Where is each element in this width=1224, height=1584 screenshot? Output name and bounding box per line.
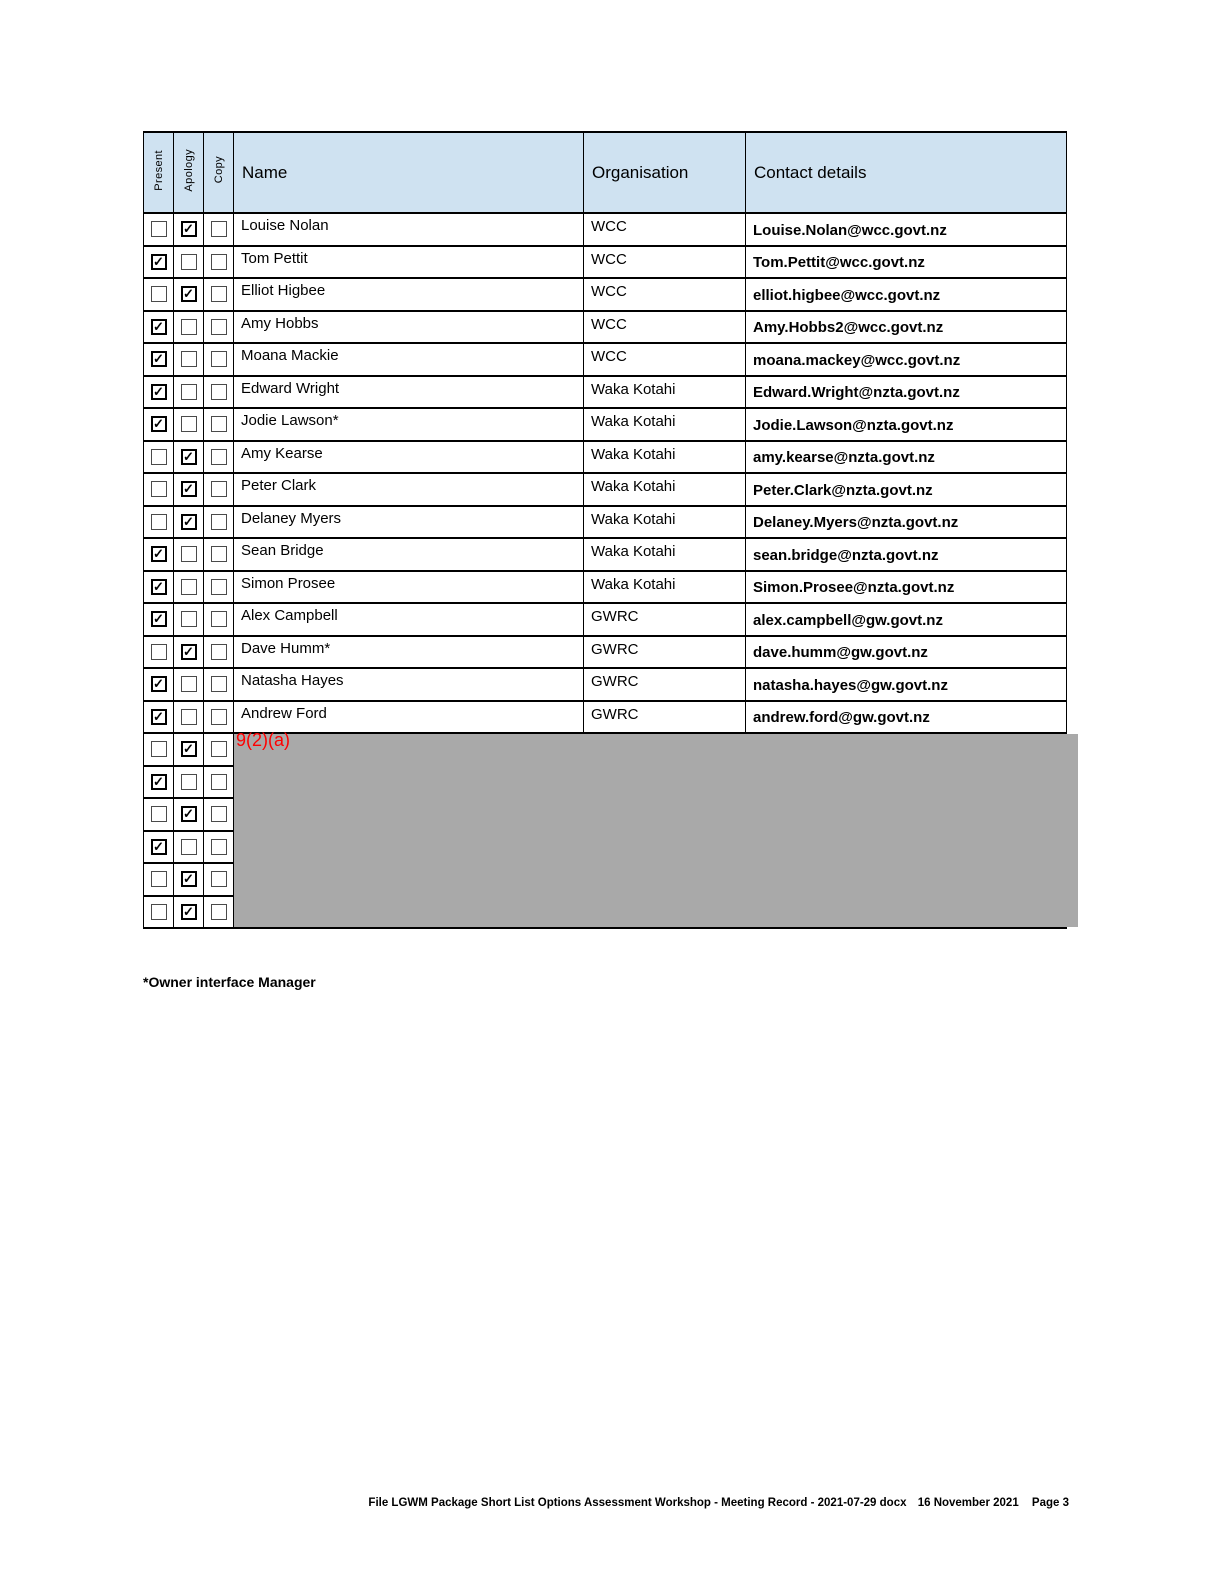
apology-checkbox[interactable]: ✓ [181, 904, 197, 920]
apology-checkbox[interactable] [181, 546, 197, 562]
attendee-row [144, 343, 1067, 376]
present-cell [144, 441, 174, 474]
apology-checkbox[interactable] [181, 579, 197, 595]
redacted-cell [234, 730, 1067, 928]
apology-cell [174, 376, 204, 409]
copy-cell [204, 701, 234, 734]
copy-checkbox[interactable] [211, 351, 227, 367]
copy-checkbox[interactable] [211, 546, 227, 562]
copy-checkbox[interactable] [211, 384, 227, 400]
copy-cell [204, 571, 234, 604]
copy-cell [204, 798, 234, 831]
apology-checkbox[interactable] [181, 676, 197, 692]
attendee-name: Simon Prosee [234, 571, 584, 604]
apology-checkbox[interactable] [181, 611, 197, 627]
attendee-name: Louise Nolan [234, 213, 584, 246]
present-checkbox[interactable] [151, 221, 167, 237]
copy-cell [204, 343, 234, 376]
header-organisation: Organisation [584, 132, 746, 213]
copy-cell [204, 408, 234, 441]
present-checkbox[interactable] [151, 514, 167, 530]
present-checkbox[interactable]: ✓ [151, 319, 167, 335]
attendee-organisation: WCC [584, 311, 746, 344]
header-copy [204, 132, 234, 213]
copy-cell [204, 668, 234, 701]
header-copy-label: Copy [212, 156, 225, 184]
copy-checkbox[interactable] [211, 319, 227, 335]
attendee-row [144, 668, 1067, 701]
attendee-name: Delaney Myers [234, 506, 584, 539]
attendee-contact: Amy.Hobbs2@wcc.govt.nz [746, 311, 1067, 344]
copy-checkbox[interactable] [211, 806, 227, 822]
attendee-row [144, 213, 1067, 246]
present-checkbox[interactable]: ✓ [151, 546, 167, 562]
attendee-organisation: Waka Kotahi [584, 473, 746, 506]
apology-cell [174, 571, 204, 604]
present-cell [144, 831, 174, 864]
attendance-table [143, 131, 1067, 929]
present-cell [144, 473, 174, 506]
apology-checkbox[interactable] [181, 351, 197, 367]
copy-checkbox[interactable] [211, 611, 227, 627]
apology-checkbox[interactable]: ✓ [181, 644, 197, 660]
apology-cell [174, 831, 204, 864]
attendee-row [144, 246, 1067, 279]
apology-checkbox[interactable] [181, 839, 197, 855]
apology-cell [174, 798, 204, 831]
apology-cell [174, 213, 204, 246]
attendee-name: Dave Humm* [234, 636, 584, 669]
present-checkbox[interactable]: ✓ [151, 611, 167, 627]
present-cell [144, 213, 174, 246]
present-checkbox[interactable]: ✓ [151, 709, 167, 725]
apology-cell [174, 246, 204, 279]
apology-cell [174, 668, 204, 701]
attendee-contact: Tom.Pettit@wcc.govt.nz [746, 246, 1067, 279]
copy-cell [204, 831, 234, 864]
attendee-name: Jodie Lawson* [234, 408, 584, 441]
header-apology-label: Apology [182, 148, 195, 192]
present-cell [144, 538, 174, 571]
attendee-row [144, 311, 1067, 344]
page-footer [0, 1497, 1069, 1509]
header-present [144, 132, 174, 213]
attendee-name: Natasha Hayes [234, 668, 584, 701]
copy-cell [204, 636, 234, 669]
redacted-attendee-row [144, 733, 1067, 766]
attendee-name: Amy Hobbs [234, 311, 584, 344]
apology-checkbox[interactable] [181, 709, 197, 725]
apology-checkbox[interactable] [181, 384, 197, 400]
footer-page-number: Page 3 [1031, 1497, 1069, 1509]
attendee-organisation: GWRC [584, 636, 746, 669]
attendee-name: Andrew Ford [234, 701, 584, 734]
present-checkbox[interactable] [151, 481, 167, 497]
attendee-organisation: Waka Kotahi [584, 408, 746, 441]
present-cell [144, 701, 174, 734]
attendee-organisation: Waka Kotahi [584, 506, 746, 539]
copy-checkbox[interactable] [211, 774, 227, 790]
attendee-name: Moana Mackie [234, 343, 584, 376]
attendee-organisation: WCC [584, 278, 746, 311]
apology-cell [174, 278, 204, 311]
present-cell [144, 733, 174, 766]
apology-checkbox[interactable]: ✓ [181, 741, 197, 757]
attendee-row [144, 701, 1067, 734]
copy-checkbox[interactable] [211, 449, 227, 465]
attendee-contact: Delaney.Myers@nzta.govt.nz [746, 506, 1067, 539]
attendee-contact: Simon.Prosee@nzta.govt.nz [746, 571, 1067, 604]
apology-checkbox[interactable] [181, 416, 197, 432]
attendee-name: Amy Kearse [234, 441, 584, 474]
attendee-contact: andrew.ford@gw.govt.nz [746, 701, 1067, 734]
copy-cell [204, 506, 234, 539]
copy-cell [204, 733, 234, 766]
apology-checkbox[interactable]: ✓ [181, 806, 197, 822]
copy-checkbox[interactable] [211, 416, 227, 432]
attendance-table-body [144, 213, 1067, 928]
present-checkbox[interactable] [151, 871, 167, 887]
attendee-row [144, 603, 1067, 636]
present-cell [144, 408, 174, 441]
attendee-contact: alex.campbell@gw.govt.nz [746, 603, 1067, 636]
apology-checkbox[interactable] [181, 319, 197, 335]
apology-checkbox[interactable]: ✓ [181, 481, 197, 497]
present-checkbox[interactable]: ✓ [151, 839, 167, 855]
attendee-row [144, 473, 1067, 506]
footer-file-label: File LGWM Package Short List Options Assessment Workshop - Meeting Record - 2021-07-29 docx [368, 1497, 907, 1509]
present-cell [144, 798, 174, 831]
apology-checkbox[interactable] [181, 774, 197, 790]
copy-checkbox[interactable] [211, 254, 227, 270]
present-checkbox[interactable] [151, 449, 167, 465]
apology-cell [174, 733, 204, 766]
copy-checkbox[interactable] [211, 481, 227, 497]
copy-checkbox[interactable] [211, 709, 227, 725]
attendee-row [144, 278, 1067, 311]
present-checkbox[interactable] [151, 806, 167, 822]
present-checkbox[interactable] [151, 286, 167, 302]
apology-checkbox[interactable]: ✓ [181, 286, 197, 302]
attendee-name: Edward Wright [234, 376, 584, 409]
attendee-contact: natasha.hayes@gw.govt.nz [746, 668, 1067, 701]
attendee-organisation: Waka Kotahi [584, 571, 746, 604]
attendee-row [144, 506, 1067, 539]
attendee-row [144, 571, 1067, 604]
attendee-row [144, 538, 1067, 571]
attendee-name: Sean Bridge [234, 538, 584, 571]
attendee-organisation: Waka Kotahi [584, 376, 746, 409]
copy-cell [204, 311, 234, 344]
apology-cell [174, 766, 204, 799]
copy-checkbox[interactable] [211, 676, 227, 692]
copy-cell [204, 473, 234, 506]
attendee-contact: Jodie.Lawson@nzta.govt.nz [746, 408, 1067, 441]
present-cell [144, 506, 174, 539]
footer-date-label: 16 November 2021 [917, 1497, 1019, 1509]
attendee-row [144, 441, 1067, 474]
copy-checkbox[interactable] [211, 286, 227, 302]
attendee-organisation: WCC [584, 343, 746, 376]
attendee-row [144, 376, 1067, 409]
apology-cell [174, 408, 204, 441]
attendee-contact: Edward.Wright@nzta.govt.nz [746, 376, 1067, 409]
copy-cell [204, 603, 234, 636]
attendee-row [144, 636, 1067, 669]
attendee-contact: Louise.Nolan@wcc.govt.nz [746, 213, 1067, 246]
redaction-block [234, 730, 1078, 927]
apology-cell [174, 538, 204, 571]
present-cell [144, 668, 174, 701]
apology-cell [174, 896, 204, 929]
copy-checkbox[interactable] [211, 644, 227, 660]
present-cell [144, 376, 174, 409]
redaction-code-label: 9(2)(a) [236, 730, 291, 750]
attendee-organisation: GWRC [584, 603, 746, 636]
header-present-label: Present [152, 149, 165, 191]
attendee-name: Alex Campbell [234, 603, 584, 636]
apology-cell [174, 441, 204, 474]
attendee-organisation: Waka Kotahi [584, 441, 746, 474]
header-apology [174, 132, 204, 213]
apology-cell [174, 343, 204, 376]
present-checkbox[interactable] [151, 904, 167, 920]
present-checkbox[interactable]: ✓ [151, 254, 167, 270]
header-row [144, 132, 1067, 213]
copy-cell [204, 863, 234, 896]
present-cell [144, 278, 174, 311]
apology-cell [174, 473, 204, 506]
attendee-organisation: WCC [584, 213, 746, 246]
copy-cell [204, 376, 234, 409]
present-checkbox[interactable] [151, 644, 167, 660]
copy-checkbox[interactable] [211, 221, 227, 237]
copy-cell [204, 213, 234, 246]
attendee-contact: amy.kearse@nzta.govt.nz [746, 441, 1067, 474]
present-checkbox[interactable]: ✓ [151, 416, 167, 432]
copy-checkbox[interactable] [211, 741, 227, 757]
apology-checkbox[interactable] [181, 254, 197, 270]
apology-cell [174, 701, 204, 734]
present-cell [144, 246, 174, 279]
copy-cell [204, 538, 234, 571]
present-cell [144, 766, 174, 799]
attendee-name: Elliot Higbee [234, 278, 584, 311]
apology-cell [174, 506, 204, 539]
present-checkbox[interactable]: ✓ [151, 676, 167, 692]
attendee-contact: moana.mackey@wcc.govt.nz [746, 343, 1067, 376]
present-cell [144, 896, 174, 929]
copy-checkbox[interactable] [211, 514, 227, 530]
apology-checkbox[interactable]: ✓ [181, 871, 197, 887]
apology-checkbox[interactable]: ✓ [181, 449, 197, 465]
attendee-contact: dave.humm@gw.govt.nz [746, 636, 1067, 669]
present-cell [144, 636, 174, 669]
header-contact: Contact details [746, 132, 1067, 213]
present-cell [144, 343, 174, 376]
attendee-contact: elliot.higbee@wcc.govt.nz [746, 278, 1067, 311]
copy-checkbox[interactable] [211, 839, 227, 855]
attendee-contact: sean.bridge@nzta.govt.nz [746, 538, 1067, 571]
present-cell [144, 603, 174, 636]
attendee-contact: Peter.Clark@nzta.govt.nz [746, 473, 1067, 506]
apology-cell [174, 603, 204, 636]
attendee-name: Peter Clark [234, 473, 584, 506]
attendance-table-header [144, 132, 1067, 213]
attendee-row [144, 408, 1067, 441]
present-checkbox[interactable]: ✓ [151, 351, 167, 367]
attendee-organisation: Waka Kotahi [584, 538, 746, 571]
present-cell [144, 311, 174, 344]
apology-checkbox[interactable]: ✓ [181, 514, 197, 530]
present-checkbox[interactable]: ✓ [151, 579, 167, 595]
attendee-organisation: GWRC [584, 701, 746, 734]
present-checkbox[interactable]: ✓ [151, 384, 167, 400]
attendee-organisation: WCC [584, 246, 746, 279]
attendee-name: Tom Pettit [234, 246, 584, 279]
copy-cell [204, 766, 234, 799]
copy-cell [204, 441, 234, 474]
present-cell [144, 571, 174, 604]
apology-cell [174, 863, 204, 896]
header-name: Name [234, 132, 584, 213]
copy-checkbox[interactable] [211, 579, 227, 595]
apology-checkbox[interactable]: ✓ [181, 221, 197, 237]
present-cell [144, 863, 174, 896]
apology-cell [174, 311, 204, 344]
present-checkbox[interactable]: ✓ [151, 774, 167, 790]
apology-cell [174, 636, 204, 669]
copy-cell [204, 278, 234, 311]
attendee-organisation: GWRC [584, 668, 746, 701]
copy-cell [204, 246, 234, 279]
copy-checkbox[interactable] [211, 904, 227, 920]
copy-checkbox[interactable] [211, 871, 227, 887]
copy-cell [204, 896, 234, 929]
footnote: *Owner interface Manager [143, 974, 316, 990]
present-checkbox[interactable] [151, 741, 167, 757]
